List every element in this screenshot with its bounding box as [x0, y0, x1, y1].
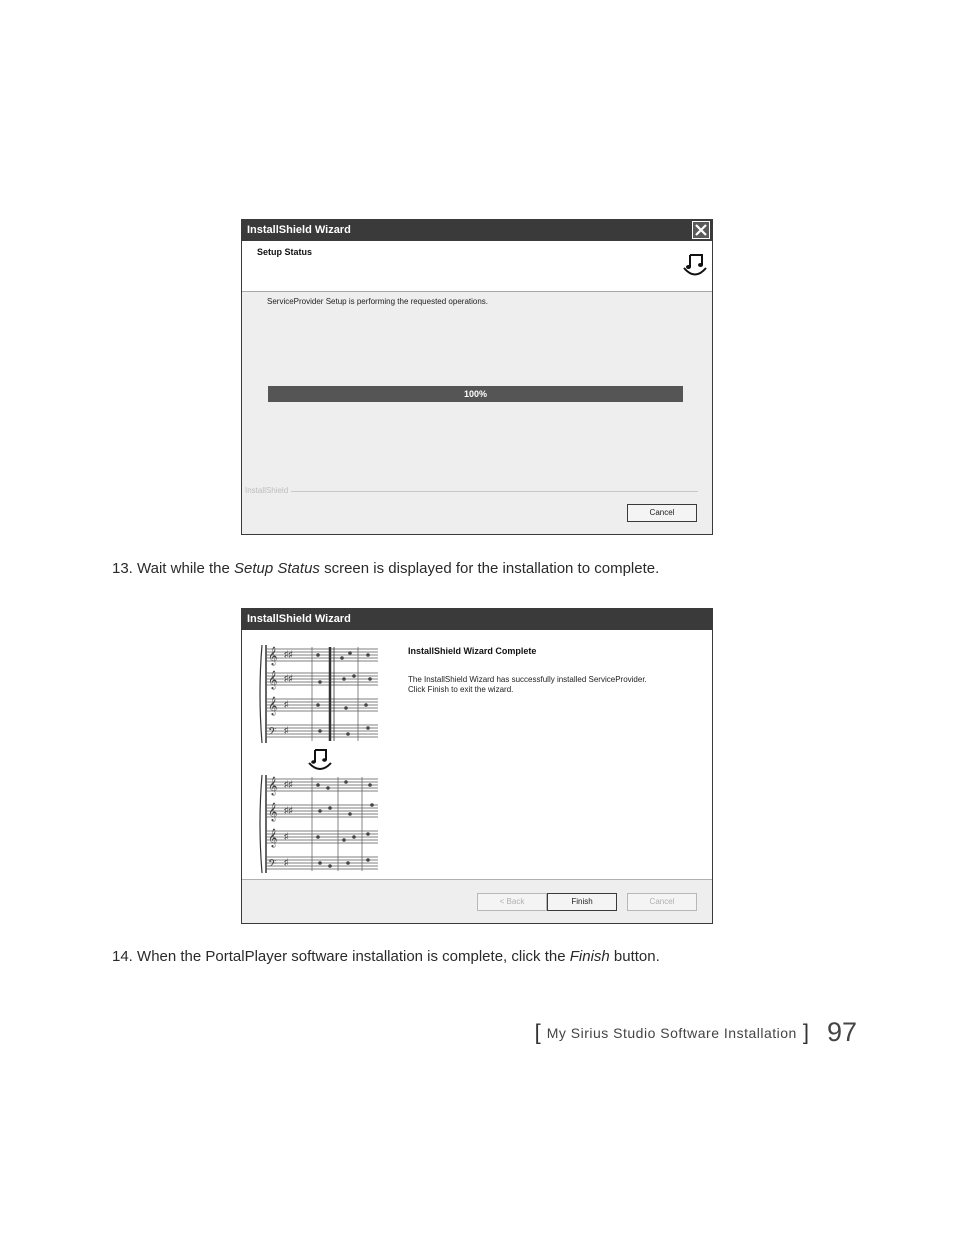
- back-button[interactable]: < Back: [477, 893, 547, 911]
- complete-message: The InstallShield Wizard has successfully installed ServiceProvider. Click Finish to exit the wizard.: [408, 675, 647, 694]
- svg-text:♯♯: ♯♯: [284, 779, 293, 789]
- installshield-brand-row: [245, 486, 698, 496]
- progress-label: 100%: [463, 389, 488, 399]
- separator-line: [245, 491, 698, 492]
- step-text: When the PortalPlayer software installation is complete, click the Finish button.: [137, 948, 660, 965]
- svg-text:𝄞: 𝄞: [268, 670, 278, 689]
- page-footer: [535, 1017, 857, 1048]
- complete-title: InstallShield Wizard Complete: [408, 646, 537, 656]
- finish-emphasis: Finish: [569, 948, 610, 965]
- wizard-content-area: [242, 630, 712, 880]
- page-number: 97: [826, 1017, 857, 1047]
- svg-text:𝄞: 𝄞: [268, 696, 278, 715]
- setup-status-dialog: [241, 219, 713, 535]
- progress-bar: [268, 386, 683, 402]
- finish-button[interactable]: Finish: [547, 893, 617, 911]
- cancel-button[interactable]: Cancel: [627, 893, 697, 911]
- sheet-music-graphic: [258, 633, 388, 878]
- dialog-title-bar: [242, 609, 712, 630]
- step-13-instruction: [112, 560, 659, 577]
- setup-status-emphasis: Setup Status: [234, 560, 320, 577]
- svg-text:𝄞: 𝄞: [268, 646, 278, 665]
- step-number: 13.: [112, 560, 133, 577]
- svg-text:♯♯: ♯♯: [284, 649, 293, 659]
- svg-text:𝄞: 𝄞: [268, 828, 278, 847]
- footer-section-title: My Sirius Studio Software Installation: [546, 1024, 797, 1041]
- svg-text:𝄞: 𝄞: [268, 802, 278, 821]
- svg-text:♯: ♯: [284, 857, 289, 867]
- step-text: Wait while the Setup Status screen is displayed for the installation to complete.: [137, 560, 660, 577]
- wizard-complete-dialog: [241, 608, 713, 924]
- dialog-title-bar: [242, 220, 712, 241]
- footer-close-bracket: ]: [802, 1019, 809, 1045]
- close-icon[interactable]: [692, 221, 710, 239]
- footer-open-bracket: [: [534, 1019, 541, 1045]
- dialog-title: InstallShield Wizard: [247, 613, 351, 625]
- dialog-header-panel: [242, 241, 712, 292]
- svg-text:♯: ♯: [284, 699, 289, 709]
- dialog-title: InstallShield Wizard: [247, 224, 351, 236]
- svg-text:𝄞: 𝄞: [268, 776, 278, 795]
- step-number: 14.: [112, 948, 133, 965]
- svg-text:𝄢: 𝄢: [268, 858, 277, 873]
- step-14-instruction: [112, 948, 660, 965]
- header-title: Setup Status: [257, 247, 313, 257]
- svg-text:♯♯: ♯♯: [284, 805, 293, 815]
- svg-text:𝄢: 𝄢: [268, 726, 277, 741]
- svg-text:♯: ♯: [284, 725, 289, 735]
- installshield-brand: InstallShield: [245, 486, 291, 495]
- status-message: ServiceProvider Setup is performing the requested operations.: [267, 297, 489, 306]
- sirius-logo-icon: [682, 251, 708, 284]
- cancel-button[interactable]: Cancel: [627, 504, 697, 522]
- svg-text:♯: ♯: [284, 831, 289, 841]
- svg-text:♯♯: ♯♯: [284, 673, 293, 683]
